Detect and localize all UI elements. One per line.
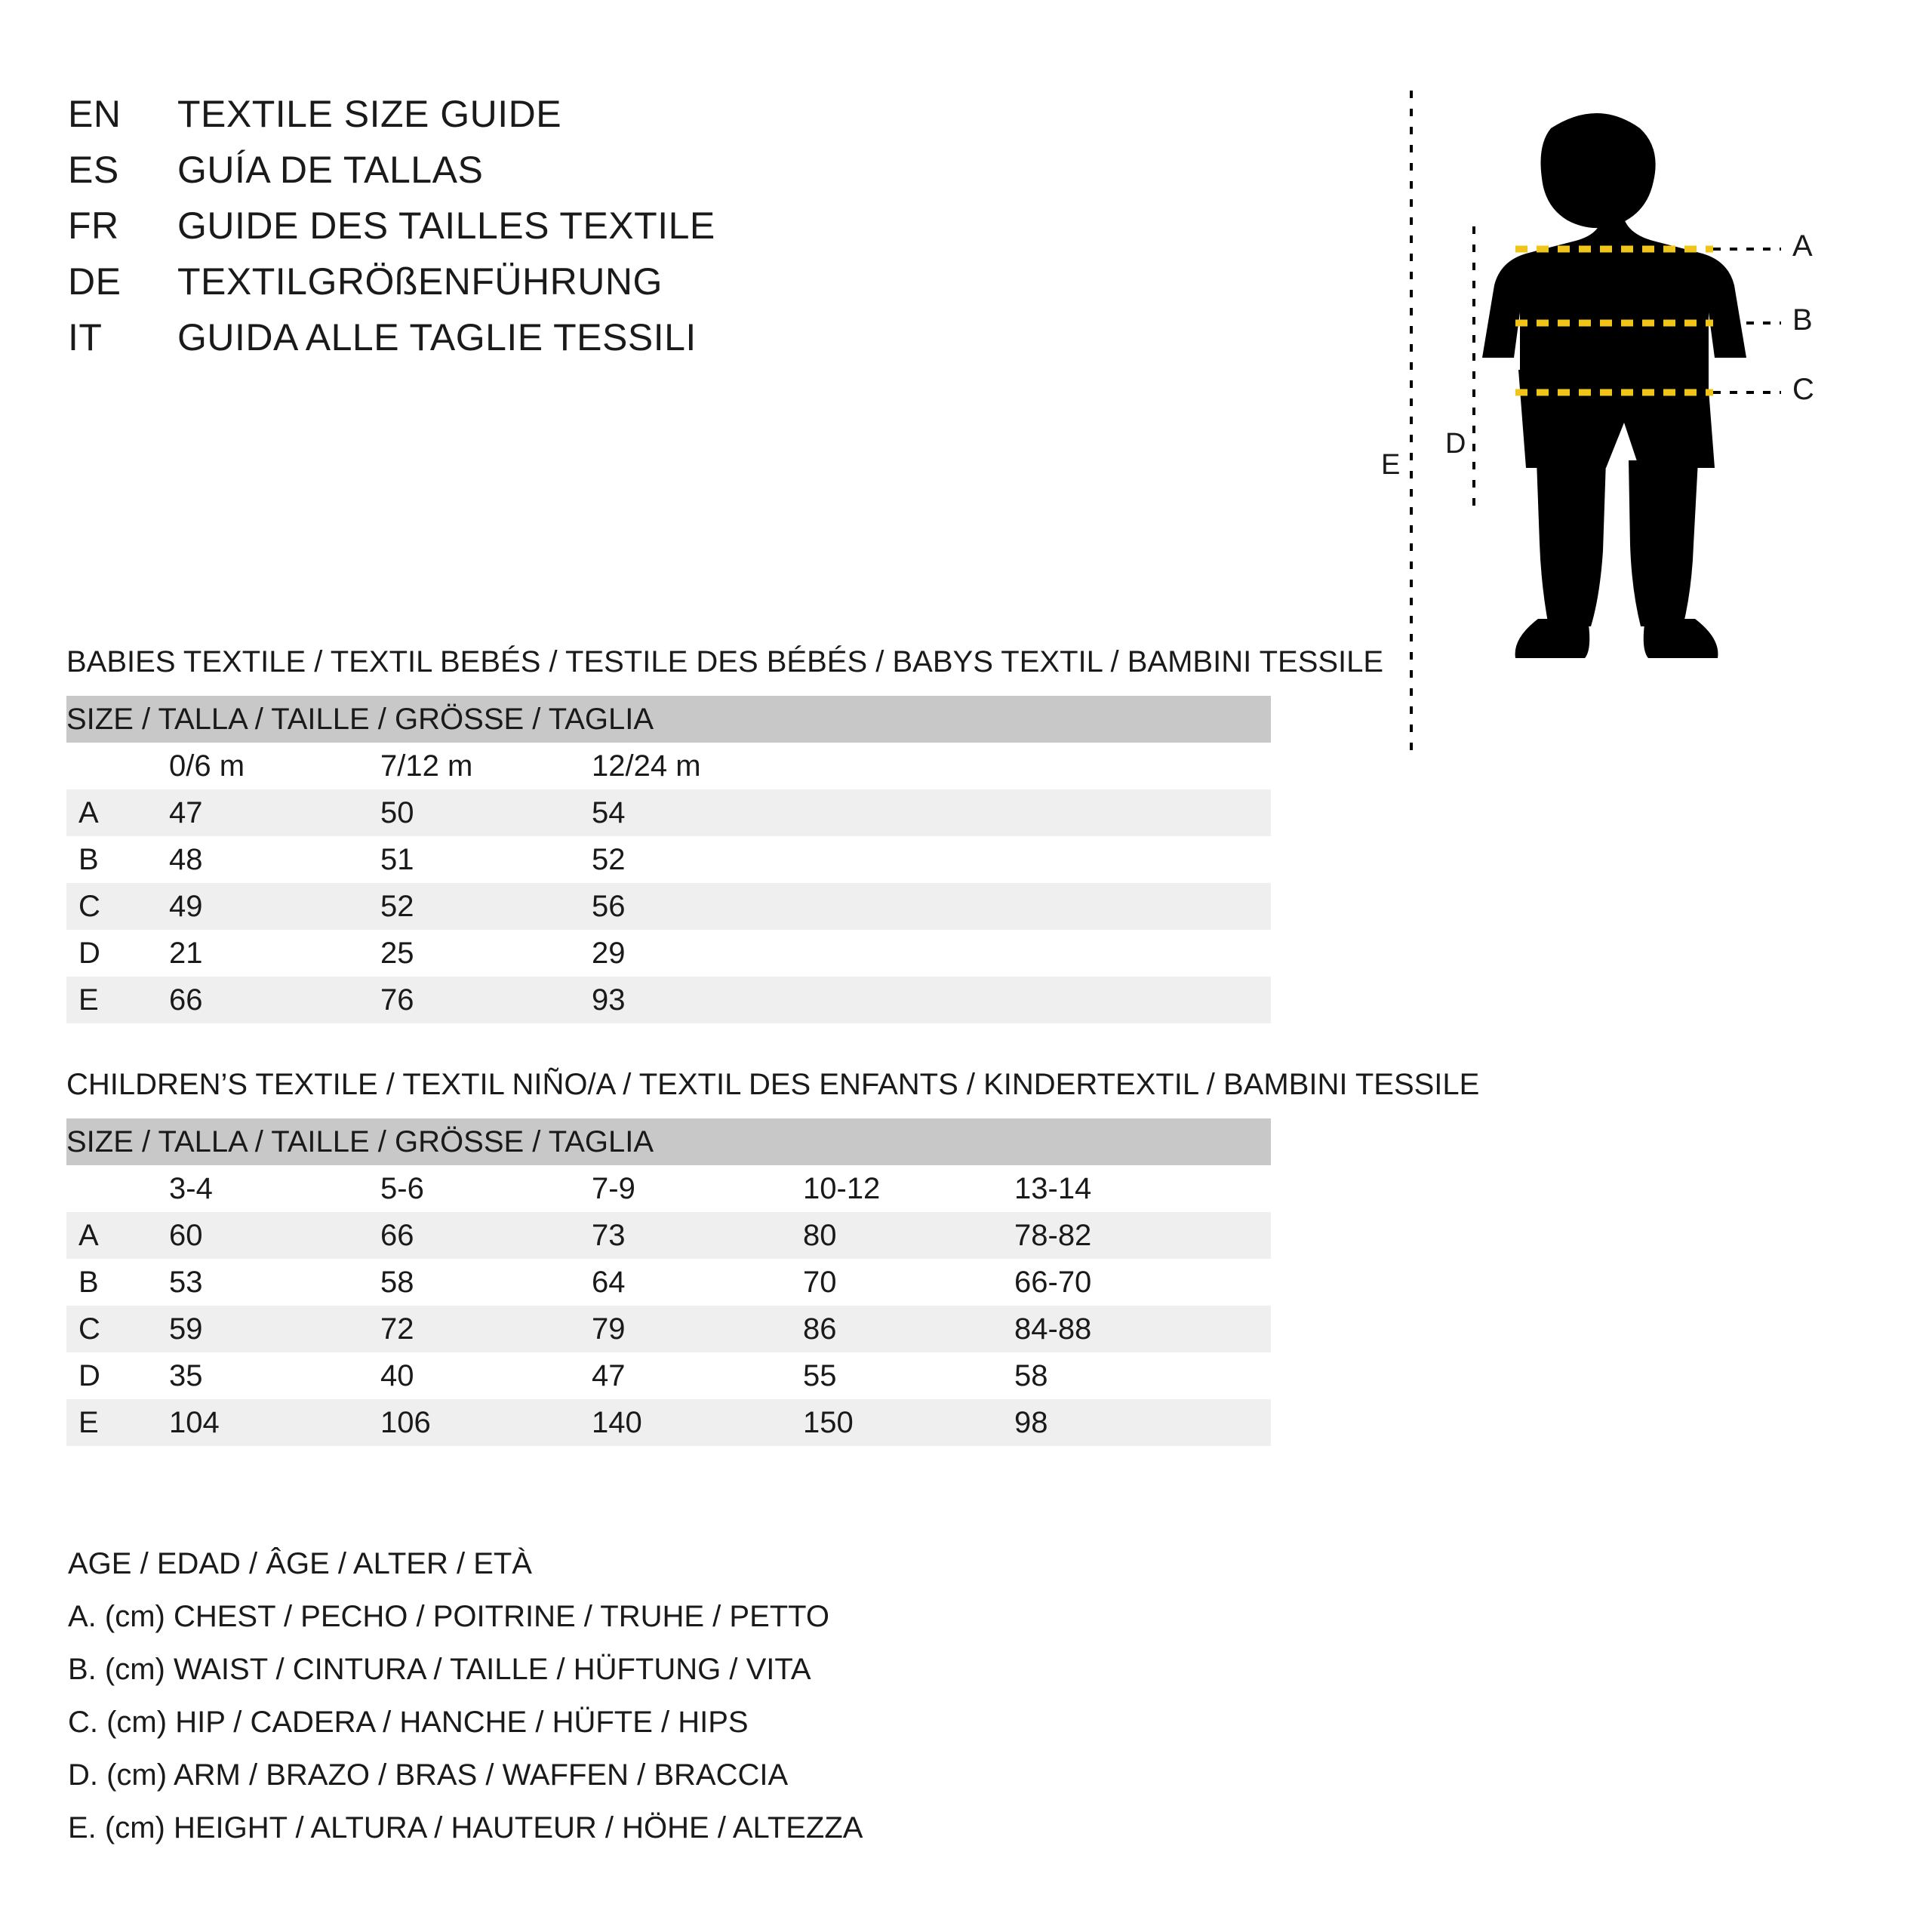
language-title-block <box>68 92 974 371</box>
babies-b-0: 48 <box>169 842 203 876</box>
children-a-1: 66 <box>380 1212 592 1259</box>
figure-label-b: B <box>1792 303 1813 337</box>
table-row <box>66 883 1271 930</box>
children-c-3: 86 <box>803 1306 1014 1352</box>
language-title-fr: GUIDE DES TAILLES TEXTILE <box>177 205 715 247</box>
children-row-label-b: B <box>78 1265 99 1299</box>
babies-column-2: 12/24 m <box>592 749 701 783</box>
children-table-header-row <box>66 1118 1271 1165</box>
legend-line-chest: A. (cm) CHEST / PECHO / POITRINE / TRUHE / PETTO <box>68 1600 830 1633</box>
babies-a-0: 47 <box>169 789 380 836</box>
babies-d-1: 25 <box>380 936 414 970</box>
measurement-legend <box>68 1547 1275 1864</box>
babies-d-2: 29 <box>592 936 626 970</box>
figure-label-c: C <box>1792 373 1814 406</box>
children-e-2: 140 <box>592 1399 803 1446</box>
children-column-header-row <box>66 1165 1271 1212</box>
babies-corner-cell <box>66 743 169 789</box>
babies-e-2: 93 <box>592 977 1271 1023</box>
language-row-es <box>68 148 974 204</box>
children-d-0: 35 <box>169 1358 203 1392</box>
language-row-fr <box>68 204 974 260</box>
children-row-label-c: C <box>66 1306 169 1352</box>
table-row <box>66 836 1271 883</box>
children-size-table <box>66 1118 1271 1446</box>
babies-table-header-row <box>66 696 1271 743</box>
table-row <box>66 1259 1271 1306</box>
language-title-es: GUÍA DE TALLAS <box>177 149 484 191</box>
babies-c-2: 56 <box>592 883 1271 930</box>
children-c-0: 59 <box>169 1306 380 1352</box>
language-title-de: TEXTILGRÖßENFÜHRUNG <box>177 260 663 303</box>
babies-column-header-row <box>66 743 1271 789</box>
children-b-2: 64 <box>592 1265 626 1299</box>
children-a-3: 80 <box>803 1212 1014 1259</box>
language-row-de <box>68 260 974 315</box>
children-b-4: 66-70 <box>1014 1265 1092 1299</box>
children-corner-cell <box>66 1165 169 1212</box>
table-row <box>66 1212 1271 1259</box>
figure-label-d: D <box>1445 428 1466 460</box>
children-row-label-a: A <box>66 1212 169 1259</box>
table-row <box>66 1352 1271 1399</box>
children-c-4: 84-88 <box>1014 1306 1271 1352</box>
children-e-0: 104 <box>169 1399 380 1446</box>
babies-d-0: 21 <box>169 936 203 970</box>
table-row <box>66 1306 1271 1352</box>
legend-line-age: AGE / EDAD / ÂGE / ALTER / ETÀ <box>68 1547 532 1580</box>
children-b-1: 58 <box>380 1265 414 1299</box>
language-row-it <box>68 315 974 371</box>
language-code-en: EN <box>68 93 122 135</box>
babies-c-1: 52 <box>380 883 592 930</box>
children-e-3: 150 <box>803 1399 1014 1446</box>
babies-b-1: 51 <box>380 842 414 876</box>
language-code-it: IT <box>68 316 103 358</box>
babies-column-0: 0/6 m <box>169 749 245 783</box>
children-a-4: 78-82 <box>1014 1212 1271 1259</box>
children-a-2: 73 <box>592 1212 803 1259</box>
language-code-de: DE <box>68 260 122 303</box>
language-code-fr: FR <box>68 205 119 247</box>
babies-size-table <box>66 696 1271 1023</box>
babies-section <box>66 645 1383 1023</box>
table-row <box>66 930 1271 977</box>
language-title-en: TEXTILE SIZE GUIDE <box>177 93 562 135</box>
babies-section-title: BABIES TEXTILE / TEXTIL BEBÉS / TESTILE DES BÉBÉS / BABYS TEXTIL / BAMBINI TESSILE <box>66 645 1384 678</box>
babies-a-2: 54 <box>592 789 1271 836</box>
children-section-title: CHILDREN’S TEXTILE / TEXTIL NIÑO/A / TEXTIL DES ENFANTS / KINDERTEXTIL / BAMBINI TESSILE <box>66 1068 1480 1101</box>
language-code-es: ES <box>68 149 119 191</box>
legend-line-hip: C. (cm) HIP / CADERA / HANCHE / HÜFTE / HIPS <box>68 1706 749 1739</box>
table-row <box>66 977 1271 1023</box>
babies-row-label-c: C <box>66 883 169 930</box>
babies-row-label-d: D <box>78 936 100 970</box>
children-column-1: 5-6 <box>380 1171 424 1205</box>
children-c-1: 72 <box>380 1306 592 1352</box>
babies-c-0: 49 <box>169 883 380 930</box>
children-b-0: 53 <box>169 1265 203 1299</box>
children-e-4: 98 <box>1014 1399 1271 1446</box>
legend-line-height: E. (cm) HEIGHT / ALTURA / HAUTEUR / HÖHE / ALTEZZA <box>68 1811 863 1844</box>
babies-column-1: 7/12 m <box>380 749 473 783</box>
children-c-2: 79 <box>592 1306 803 1352</box>
figure-label-a: A <box>1792 229 1813 263</box>
babies-a-1: 50 <box>380 789 592 836</box>
children-column-3: 10-12 <box>803 1171 881 1205</box>
children-a-0: 60 <box>169 1212 380 1259</box>
legend-line-waist: B. (cm) WAIST / CINTURA / TAILLE / HÜFTUNG / VITA <box>68 1653 811 1686</box>
children-d-1: 40 <box>380 1358 414 1392</box>
children-d-3: 55 <box>803 1358 837 1392</box>
language-title-it: GUIDA ALLE TAGLIE TESSILI <box>177 316 697 358</box>
legend-line-arm: D. (cm) ARM / BRAZO / BRAS / WAFFEN / BRACCIA <box>68 1758 789 1792</box>
child-silhouette <box>1482 113 1746 658</box>
children-section <box>66 1068 1479 1446</box>
babies-row-label-b: B <box>78 842 99 876</box>
table-row <box>66 1399 1271 1446</box>
babies-e-1: 76 <box>380 977 592 1023</box>
babies-table-header-label: SIZE / TALLA / TAILLE / GRÖSSE / TAGLIA <box>66 696 1271 743</box>
babies-b-2: 52 <box>592 842 626 876</box>
babies-e-0: 66 <box>169 977 380 1023</box>
babies-row-label-a: A <box>66 789 169 836</box>
children-d-4: 58 <box>1014 1358 1048 1392</box>
babies-row-label-e: E <box>66 977 169 1023</box>
children-column-2: 7-9 <box>592 1171 635 1205</box>
table-row <box>66 789 1271 836</box>
figure-label-e: E <box>1381 449 1401 481</box>
measurement-figure <box>1381 83 1887 762</box>
children-d-2: 47 <box>592 1358 626 1392</box>
children-column-4: 13-14 <box>1014 1171 1092 1205</box>
children-b-3: 70 <box>803 1265 837 1299</box>
children-table-header-label: SIZE / TALLA / TAILLE / GRÖSSE / TAGLIA <box>66 1118 1271 1165</box>
language-row-en <box>68 92 974 148</box>
children-row-label-e: E <box>66 1399 169 1446</box>
children-column-0: 3-4 <box>169 1171 213 1205</box>
children-e-1: 106 <box>380 1399 592 1446</box>
children-row-label-d: D <box>78 1358 100 1392</box>
